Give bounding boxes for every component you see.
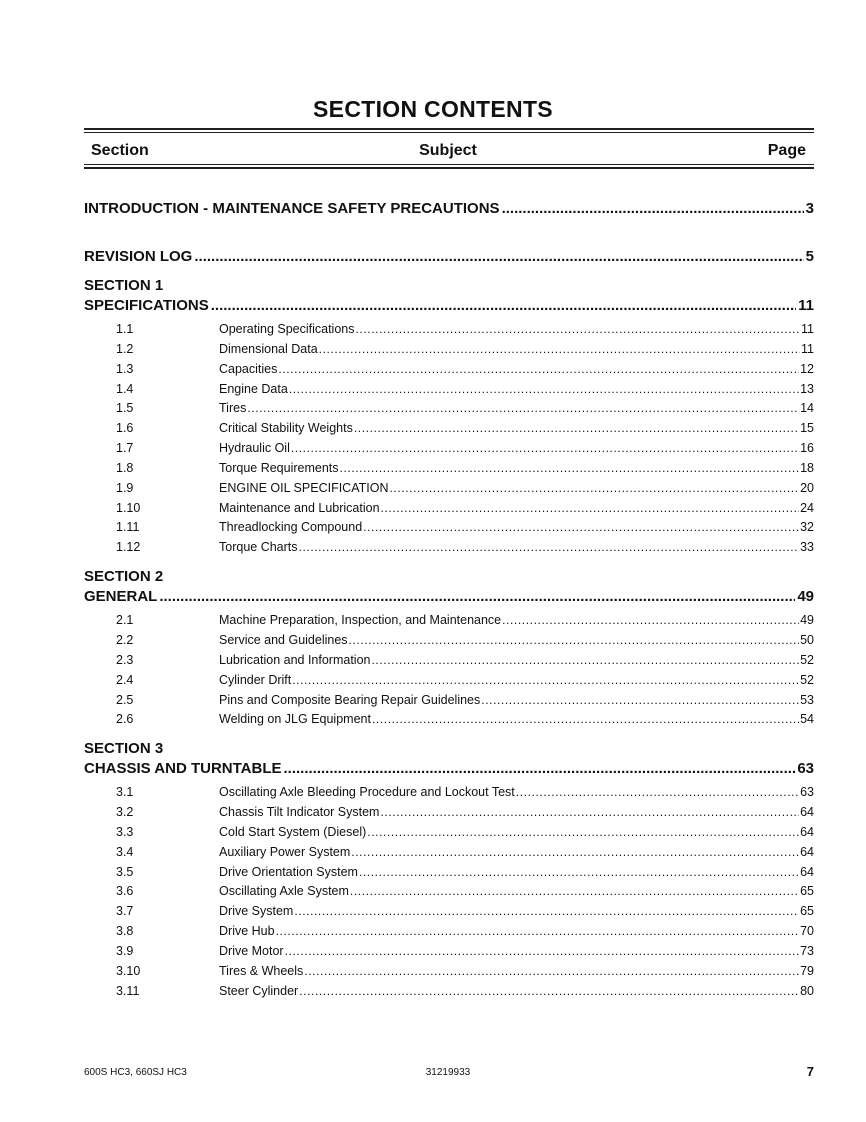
- entry-subject: Operating Specifications: [219, 322, 355, 336]
- toc-entry[interactable]: [84, 439, 814, 459]
- dot-leader: [291, 439, 799, 459]
- entry-subject: Dimensional Data: [219, 341, 318, 356]
- section-3-page: 63: [797, 760, 814, 778]
- dot-leader: [381, 499, 800, 519]
- toc-entry[interactable]: [84, 691, 814, 711]
- toc-entry[interactable]: [84, 399, 814, 419]
- entry-subject: Chassis Tilt Indicator System: [219, 805, 380, 820]
- entry-page: 15: [800, 421, 814, 436]
- dot-leader: [285, 942, 800, 962]
- entry-subject: Critical Stability Weights: [219, 421, 353, 436]
- dot-leader: [211, 296, 796, 316]
- entry-subject: Oscillating Axle Bleeding Procedure and Lockout Test: [219, 785, 515, 800]
- toc-revision-entry[interactable]: [84, 247, 814, 267]
- entry-page: 53: [800, 692, 814, 707]
- entry-page: 20: [800, 480, 814, 495]
- entry-number: 3.5: [116, 864, 134, 879]
- entry-page: 33: [800, 540, 814, 555]
- entry-number: 1.7: [116, 441, 134, 456]
- section-2-entries: [84, 611, 814, 730]
- dot-leader: [351, 843, 799, 863]
- entry-page: 80: [800, 983, 814, 998]
- dot-leader: [356, 320, 801, 340]
- dot-leader: [481, 691, 799, 711]
- toc-entry[interactable]: [84, 518, 814, 538]
- entry-subject: Cylinder Drift: [219, 672, 292, 687]
- toc-intro-entry[interactable]: [84, 199, 814, 219]
- entry-number: 1.2: [116, 341, 134, 356]
- entry-number: 3.2: [116, 805, 134, 820]
- entry-subject: Drive Orientation System: [219, 864, 358, 879]
- entry-number: 3.4: [116, 844, 134, 859]
- dot-leader: [276, 922, 800, 942]
- entry-page: 65: [800, 884, 814, 899]
- entry-number: 2.5: [116, 692, 134, 707]
- entry-page: 64: [800, 805, 814, 820]
- entry-page: 18: [800, 460, 814, 475]
- entry-page: 52: [800, 672, 814, 687]
- toc-entry[interactable]: [84, 843, 814, 863]
- toc-entry[interactable]: [84, 882, 814, 902]
- entry-subject: Drive Motor: [219, 943, 284, 958]
- header-top-rule-thin: [84, 132, 814, 133]
- entry-number: 1.3: [116, 361, 134, 376]
- toc-revision-page: 5: [805, 248, 814, 265]
- entry-page: 73: [800, 943, 814, 958]
- section-3-heading: SECTION 3: [84, 740, 164, 758]
- entry-page: 65: [800, 904, 814, 919]
- entry-subject: Oscillating Axle System: [219, 884, 349, 899]
- entry-number: 3.3: [116, 824, 134, 839]
- entry-subject: Auxiliary Power System: [219, 844, 351, 859]
- dot-leader: [304, 962, 799, 982]
- entry-number: 3.6: [116, 884, 134, 899]
- toc-entry[interactable]: [84, 360, 814, 380]
- section-2-name: GENERAL: [84, 588, 158, 606]
- entry-number: 1.5: [116, 401, 134, 416]
- section-1-page: 11: [798, 297, 814, 314]
- entry-number: 1.12: [116, 540, 141, 555]
- toc-entry[interactable]: [84, 479, 814, 499]
- dot-leader: [247, 399, 799, 419]
- entry-subject: Machine Preparation, Inspection, and Maintenance: [219, 613, 502, 628]
- entry-number: 3.7: [116, 904, 134, 919]
- entry-number: 2.4: [116, 672, 134, 687]
- entry-page: 11: [801, 322, 814, 336]
- toc-entry[interactable]: [84, 823, 814, 843]
- dot-leader: [380, 803, 799, 823]
- dot-leader: [359, 863, 799, 883]
- entry-number: 3.1: [116, 785, 134, 800]
- entry-number: 1.10: [116, 500, 141, 515]
- dot-leader: [350, 882, 799, 902]
- entry-page: 49: [800, 613, 814, 628]
- entry-number: 1.8: [116, 460, 134, 475]
- dot-leader: [294, 902, 799, 922]
- dot-leader: [349, 631, 800, 651]
- dot-leader: [194, 247, 803, 267]
- dot-leader: [371, 651, 799, 671]
- entry-page: 64: [800, 844, 814, 859]
- toc-entry[interactable]: [84, 710, 814, 730]
- dot-leader: [372, 710, 799, 730]
- toc-entry[interactable]: [84, 459, 814, 479]
- dot-leader: [354, 419, 799, 439]
- page-title: SECTION CONTENTS: [313, 96, 553, 122]
- entry-page: 63: [800, 785, 814, 800]
- entry-page: 64: [800, 824, 814, 839]
- section-2-title-entry[interactable]: [84, 587, 814, 607]
- entry-subject: Tires: [219, 401, 247, 416]
- section-2-heading: SECTION 2: [84, 568, 164, 586]
- toc-entry[interactable]: [84, 671, 814, 691]
- toc-entry[interactable]: [84, 419, 814, 439]
- entry-subject: Maintenance and Lubrication: [219, 500, 380, 515]
- entry-number: 1.6: [116, 421, 134, 436]
- dot-leader: [299, 982, 799, 1002]
- entry-subject: Threadlocking Compound: [219, 520, 363, 535]
- column-header-page: Page: [767, 142, 806, 159]
- entry-number: 2.6: [116, 712, 134, 727]
- entry-page: 13: [800, 381, 814, 396]
- entry-page: 50: [800, 632, 814, 647]
- dot-leader: [502, 199, 804, 219]
- section-1-heading: SECTION 1: [84, 277, 164, 294]
- entry-subject: Lubrication and Information: [219, 652, 371, 667]
- entry-number: 3.10: [116, 963, 141, 978]
- entry-page: 14: [800, 401, 814, 416]
- entry-subject: Tires & Wheels: [219, 963, 304, 978]
- entry-subject: ENGINE OIL SPECIFICATION: [219, 480, 389, 495]
- entry-number: 2.2: [116, 632, 134, 647]
- entry-subject: Torque Charts: [219, 540, 298, 555]
- toc-entry[interactable]: [84, 499, 814, 519]
- entry-page: 79: [800, 963, 814, 978]
- toc-entry[interactable]: [84, 962, 814, 982]
- entry-number: 3.8: [116, 924, 134, 939]
- toc-entry[interactable]: [84, 863, 814, 883]
- entry-subject: Capacities: [219, 361, 278, 376]
- entry-subject: Engine Data: [219, 381, 288, 396]
- section-2-page: 49: [797, 588, 814, 606]
- toc-entry[interactable]: [84, 651, 814, 671]
- toc-entry[interactable]: [84, 942, 814, 962]
- dot-leader: [289, 380, 799, 400]
- column-header-subject: Subject: [419, 142, 477, 159]
- entry-number: 1.11: [116, 520, 140, 535]
- entry-number: 2.1: [116, 613, 134, 628]
- toc-entry[interactable]: [84, 783, 814, 803]
- entry-subject: Torque Requirements: [219, 460, 339, 475]
- section-1-name: SPECIFICATIONS: [84, 297, 209, 314]
- entry-subject: Steer Cylinder: [219, 983, 299, 998]
- entry-page: 16: [800, 441, 814, 456]
- entry-page: 24: [800, 500, 814, 515]
- dot-leader: [278, 360, 799, 380]
- column-header-section: Section: [91, 142, 149, 159]
- entry-number: 3.11: [116, 983, 140, 998]
- entry-subject: Cold Start System (Diesel): [219, 824, 367, 839]
- dot-leader: [340, 459, 800, 479]
- header-bottom-rule-thin: [84, 164, 814, 165]
- dot-leader: [516, 783, 799, 803]
- toc-entry[interactable]: [84, 320, 814, 340]
- toc-entry[interactable]: [84, 340, 814, 360]
- entry-subject: Pins and Composite Bearing Repair Guidelines: [219, 692, 481, 707]
- section-1-entries: [84, 320, 814, 558]
- entry-page: 52: [800, 652, 814, 667]
- entry-number: 2.3: [116, 652, 134, 667]
- section-3-title-entry[interactable]: [84, 759, 814, 779]
- entry-number: 1.9: [116, 480, 134, 495]
- section-3-entries: [84, 783, 814, 1001]
- dot-leader: [502, 611, 799, 631]
- entry-subject: Drive Hub: [219, 924, 275, 939]
- toc-intro-label: INTRODUCTION - MAINTENANCE SAFETY PRECAUTIONS: [84, 200, 500, 217]
- dot-leader: [284, 759, 796, 779]
- entry-subject: Welding on JLG Equipment: [219, 712, 371, 727]
- toc-revision-label: REVISION LOG: [84, 248, 193, 265]
- footer-model: 600S HC3, 660SJ HC3: [84, 1067, 187, 1078]
- section-1-title-entry[interactable]: [84, 296, 814, 316]
- dot-leader: [367, 823, 799, 843]
- toc-entry[interactable]: [84, 922, 814, 942]
- entry-page: 54: [800, 712, 814, 727]
- toc-entry[interactable]: [84, 631, 814, 651]
- entry-subject: Drive System: [219, 904, 294, 919]
- dot-leader: [363, 518, 799, 538]
- entry-subject: Hydraulic Oil: [219, 441, 290, 456]
- section-3-name: CHASSIS AND TURNTABLE: [84, 760, 282, 778]
- entry-page: 32: [800, 520, 814, 535]
- entry-subject: Service and Guidelines: [219, 632, 348, 647]
- toc-entry[interactable]: [84, 982, 814, 1002]
- toc-intro-page: 3: [805, 200, 814, 217]
- entry-page: 64: [800, 864, 814, 879]
- footer-doc-number: 31219933: [425, 1067, 471, 1078]
- entry-page: 12: [800, 361, 814, 376]
- dot-leader: [292, 671, 799, 691]
- header-top-rule: [84, 128, 814, 130]
- dot-leader: [319, 340, 800, 360]
- dot-leader: [389, 479, 799, 499]
- table-of-contents: [84, 199, 814, 1001]
- toc-entry[interactable]: [84, 902, 814, 922]
- entry-page: 11: [801, 341, 814, 356]
- toc-entry[interactable]: [84, 803, 814, 823]
- entry-number: 1.4: [116, 381, 134, 396]
- dot-leader: [159, 587, 795, 607]
- header-bottom-rule: [84, 167, 814, 169]
- footer-page-number: 7: [806, 1064, 814, 1079]
- entry-page: 70: [800, 924, 814, 939]
- entry-number: 3.9: [116, 943, 134, 958]
- entry-number: 1.1: [116, 322, 134, 336]
- toc-entry[interactable]: [84, 538, 814, 558]
- toc-entry[interactable]: [84, 611, 814, 631]
- dot-leader: [299, 538, 800, 558]
- toc-entry[interactable]: [84, 380, 814, 400]
